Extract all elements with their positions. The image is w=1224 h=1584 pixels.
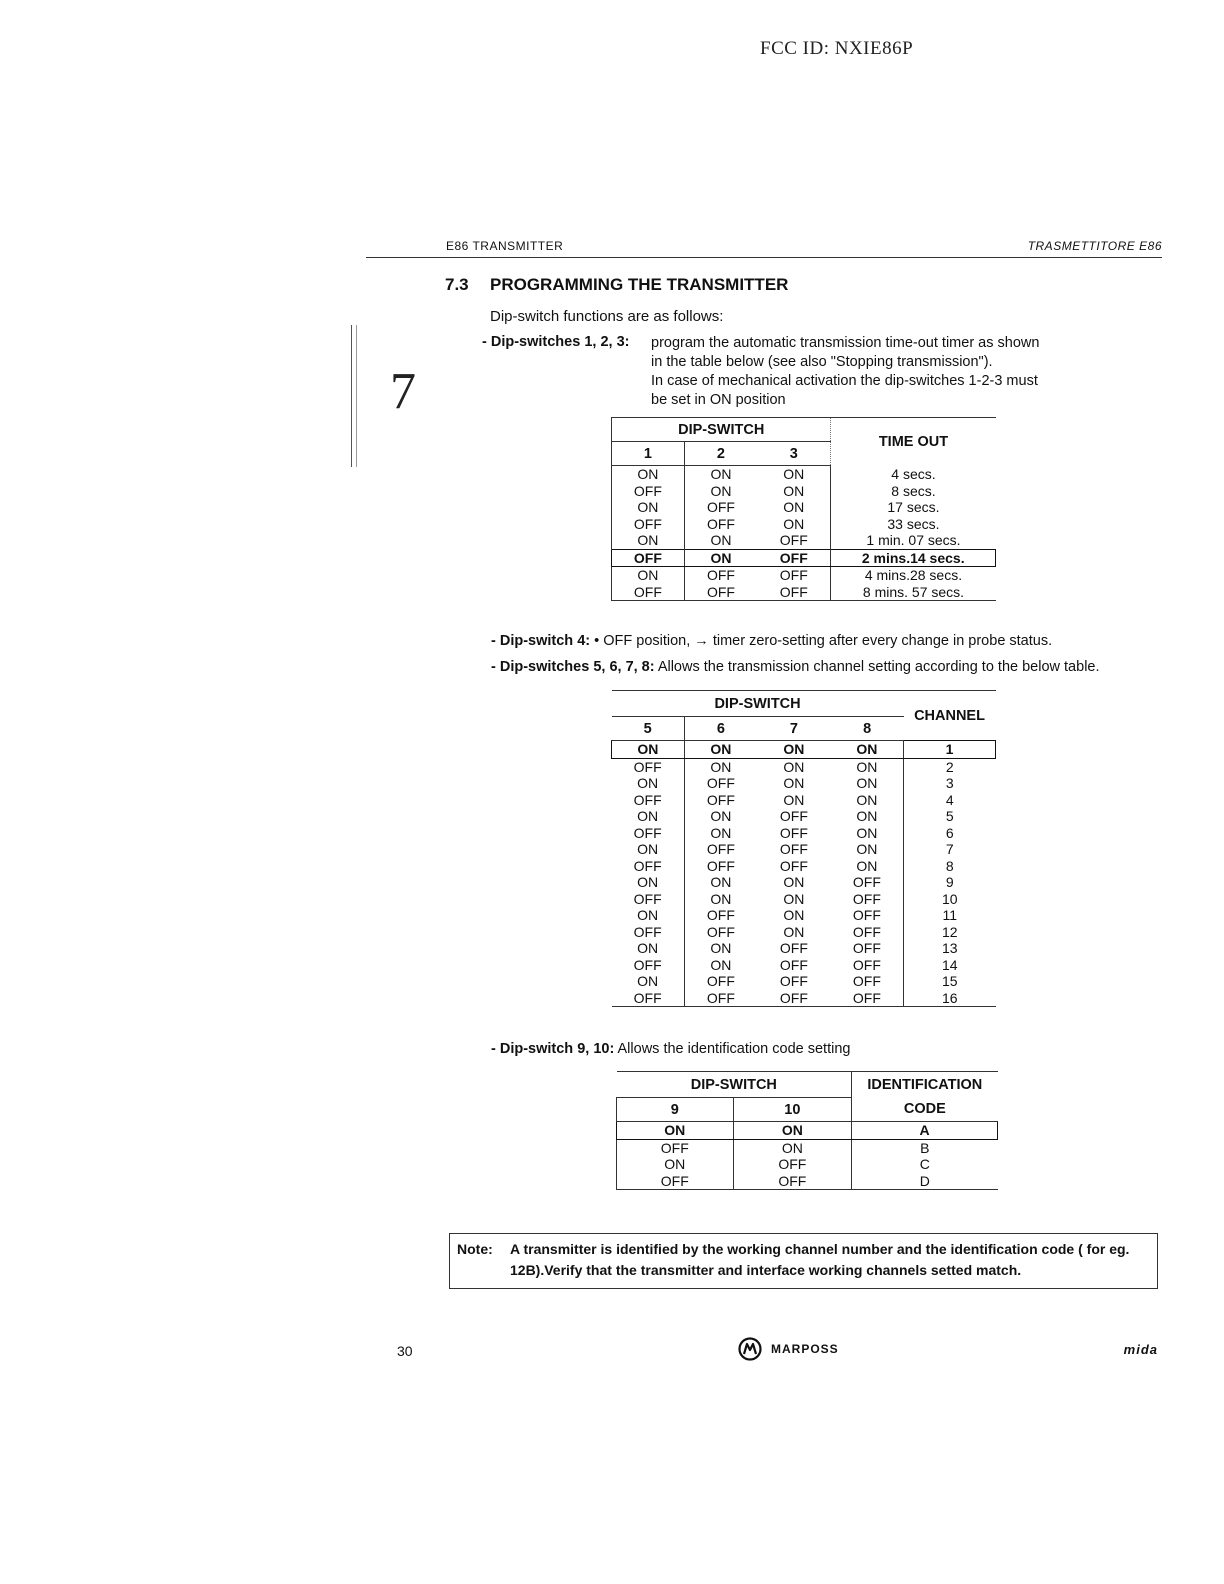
table2-cell: OFF [852,907,881,923]
item4-text: Allows the identification code setting [617,1041,851,1057]
table1-cell: 4 secs. [831,466,996,483]
table1-cell: OFF [757,549,831,567]
item4-label: - Dip-switch 9, 10: [491,1041,615,1057]
table2-cell: 7 [904,841,996,858]
table2-cell: OFF [706,923,735,940]
table3-col-header: 9 [617,1098,734,1122]
table3-cell: ON [617,1156,734,1173]
table2-cell: OFF [779,808,808,824]
table2-cell: OFF [852,956,881,973]
table2-row [612,825,996,842]
table1-group-header: DIP-SWITCH [612,418,831,442]
table2-col-header: 5 [612,717,685,741]
item2-label: - Dip-switch 4: [491,633,591,649]
table1-cell: OFF [706,499,735,515]
item4 [491,1041,850,1057]
table2-cell: ON [783,923,805,940]
table1-row [612,584,996,601]
table3-cell: ON [733,1122,852,1140]
table2-cell: 2 [904,758,996,775]
table3-result-header-1: IDENTIFICATION [852,1072,998,1098]
table3-result-header-2: CODE [852,1098,998,1122]
note-box [449,1233,1158,1289]
table2-row [612,891,996,908]
table3-col-header: 10 [733,1098,852,1122]
table2-row [612,940,996,957]
table1-cell: ON [612,499,685,516]
table2-cell: ON [612,940,685,957]
table2-row [612,924,996,941]
revision-bar [351,325,357,467]
table1-cell: ON [783,482,805,499]
channel-table [611,690,996,1007]
header-right: TRASMETTITORE E86 [1027,239,1162,253]
table1-cell: 8 mins. 57 secs. [831,584,996,601]
table2-cell: 13 [904,940,996,957]
table2-cell: ON [856,824,878,841]
table1-result-header: TIME OUT [831,418,996,466]
section-title: PROGRAMMING THE TRANSMITTER [490,275,789,294]
table2-cell: OFF [612,957,685,974]
table1-row [612,549,996,567]
table2-row [612,841,996,858]
table3-row [617,1173,998,1190]
table2-cell: 16 [904,990,996,1007]
table1-row [612,466,996,483]
table2-col-header: 7 [757,717,831,741]
table1-cell: OFF [684,584,757,601]
table2-cell: ON [612,841,685,858]
table2-cell: 5 [904,808,996,825]
table1-cell: 8 secs. [831,483,996,500]
header-left: E86 TRANSMITTER [446,239,564,253]
table3-cell: OFF [778,1156,807,1172]
item1-line: In case of mechanical activation the dip-switches 1-2-3 must [651,373,1038,389]
table1-cell: ON [710,532,732,548]
table2-row [612,957,996,974]
table1-cell: 1 min. 07 secs. [831,532,996,549]
table2-row [612,741,996,759]
table2-cell: OFF [779,841,808,857]
table2-cell: ON [856,775,878,791]
table2-group-header: DIP-SWITCH [612,691,904,717]
table1-row [612,567,996,584]
identification-table [616,1071,998,1190]
table2-cell: OFF [779,857,808,874]
page-number: 30 [397,1343,413,1359]
table3-cell: D [852,1173,998,1190]
table2-cell: OFF [612,758,685,775]
table2-cell: ON [783,791,805,808]
section-number: 7.3 [445,275,469,294]
table2-cell: OFF [706,973,735,989]
table3-cell: A [852,1122,998,1140]
table2-row [612,775,996,792]
table1-body [612,466,996,601]
table3-cell: ON [781,1139,803,1156]
table1-cell: OFF [706,567,735,583]
table3-cell: ON [617,1122,734,1140]
table1-col-header: 2 [684,442,757,466]
table2-cell: ON [710,758,732,775]
table1-cell: ON [612,466,685,483]
item2-text: • OFF position, → timer zero-setting after every change in probe status. [594,633,1053,649]
table1-row [612,499,996,516]
table1-cell: 17 secs. [831,499,996,516]
table2-cell: ON [757,741,831,759]
table2-row [612,808,996,825]
table3-body [617,1122,998,1190]
table1-cell: ON [684,549,757,567]
table2-cell: ON [783,758,805,775]
item1-label: - Dip-switches 1, 2, 3: [482,334,630,350]
table2-row [612,973,996,990]
table2-cell: ON [612,741,685,759]
table1-cell: ON [612,532,685,549]
table2-row [612,874,996,891]
table2-cell: OFF [779,973,808,989]
table2-cell: ON [710,890,732,907]
table1-cell: ON [783,466,805,482]
table2-cell: ON [856,791,878,808]
table2-cell: OFF [612,990,685,1007]
marposs-logo-icon [737,1337,765,1361]
table2-cell: ON [783,775,805,791]
table2-cell: OFF [706,907,735,923]
note-line-1: A transmitter is identified by the working channel number and the identification code ( for eg. [510,1241,1130,1257]
item1-text [651,334,1039,410]
table2-cell: OFF [831,990,904,1007]
table2-row [612,990,996,1007]
table2-row [612,758,996,775]
table2-row [612,858,996,875]
table2-body [612,741,996,1007]
table2-cell: OFF [706,791,735,808]
item2 [491,633,1052,649]
table2-cell: 9 [904,874,996,891]
table3-cell: OFF [617,1139,734,1156]
table2-cell: OFF [684,990,757,1007]
table3-row [617,1122,998,1140]
item1-line: program the automatic transmission time-out timer as shown [651,335,1040,351]
table2-cell: 6 [904,825,996,842]
table3-row [617,1139,998,1156]
table3-cell: C [852,1156,998,1173]
table2-cell: ON [612,907,685,924]
table2-cell: 12 [904,924,996,941]
table2-cell: ON [710,874,732,890]
table2-cell: OFF [779,824,808,841]
table3-row [617,1156,998,1173]
note-label: Note: [457,1241,493,1257]
table2-cell: OFF [612,858,685,875]
table1-cell: OFF [706,515,735,532]
table2-cell: ON [783,890,805,907]
note-line-2: 12B).Verify that the transmitter and interface working channels setted match. [510,1262,1022,1278]
table3-group-header: DIP-SWITCH [617,1072,852,1098]
table2-cell: ON [612,808,685,825]
table1-cell: ON [710,482,732,499]
brand-logo [737,1337,839,1361]
table2-cell: 3 [904,775,996,792]
table1-row [612,516,996,533]
table1-cell: OFF [612,516,685,533]
table2-cell: 10 [904,891,996,908]
table1-col-header: 1 [612,442,685,466]
table1-cell: OFF [757,584,831,601]
item3-label: - Dip-switches 5, 6, 7, 8: [491,659,655,675]
table1-cell: 33 secs. [831,516,996,533]
table2-cell: OFF [706,857,735,874]
table2-cell: OFF [852,940,881,956]
table2-col-header: 8 [831,717,904,741]
table1-cell: 2 mins.14 secs. [831,549,996,567]
item3-text: Allows the transmission channel setting according to the below table. [657,659,1100,675]
table2-row [612,792,996,809]
table1-cell: OFF [612,584,685,601]
table2-cell: OFF [612,825,685,842]
margin-mark: 7 [390,363,416,420]
table2-cell: ON [684,741,757,759]
table2-cell: OFF [706,841,735,857]
table2-cell: ON [710,824,732,841]
brand-name: MARPOSS [771,1342,839,1356]
table1-cell: OFF [779,567,808,583]
table2-cell: ON [856,808,878,824]
table2-cell: OFF [612,924,685,941]
table1-cell: ON [783,499,805,515]
header-rule [366,257,1162,258]
footer-right: mida [1123,1342,1158,1357]
table2-cell: 1 [904,741,996,759]
table2-cell: ON [612,775,685,792]
table2-cell: 14 [904,957,996,974]
item1-line: in the table below (see also "Stopping transmission"). [651,354,993,370]
table2-cell: ON [831,741,904,759]
table1-cell: OFF [612,483,685,500]
table2-cell: ON [710,940,732,956]
item3 [491,659,1100,675]
table2-cell: ON [710,808,732,824]
table2-cell: OFF [852,923,881,940]
table1-row [612,483,996,500]
table2-cell: ON [856,758,878,775]
table1-cell: 4 mins.28 secs. [831,567,996,584]
table2-cell: OFF [852,973,881,989]
table1-row [612,532,996,549]
table1-cell: ON [710,466,732,482]
table2-cell: 8 [904,858,996,875]
table2-cell: 4 [904,792,996,809]
table2-cell: OFF [779,956,808,973]
table3-cell: B [852,1139,998,1156]
table2-cell: 11 [904,907,996,924]
table2-cell: OFF [852,874,881,890]
table3-cell: OFF [733,1173,852,1190]
table2-cell: ON [856,857,878,874]
table2-cell: ON [612,973,685,990]
table1-cell: OFF [612,549,685,567]
table1-cell: ON [612,567,685,584]
table2-cell: OFF [706,775,735,791]
timeout-table [611,417,996,601]
table1-cell: ON [783,515,805,532]
table1-col-header: 3 [757,442,831,466]
table3-cell: OFF [617,1173,734,1190]
table2-cell: OFF [852,890,881,907]
table2-cell: ON [856,841,878,857]
table2-cell: ON [710,956,732,973]
table2-cell: ON [783,907,805,923]
table1-cell: OFF [779,532,808,548]
table2-cell: ON [612,874,685,891]
fcc-id: FCC ID: NXIE86P [760,38,914,59]
table2-row [612,907,996,924]
table2-cell: OFF [757,990,831,1007]
table2-col-header: 6 [684,717,757,741]
table2-cell: OFF [779,940,808,956]
intro-text: Dip-switch functions are as follows: [490,308,724,325]
table2-cell: ON [783,874,805,890]
table2-cell: OFF [612,792,685,809]
item1-line: be set in ON position [651,392,786,408]
table2-cell: 15 [904,973,996,990]
table2-result-header: CHANNEL [904,691,996,741]
table2-cell: OFF [612,891,685,908]
